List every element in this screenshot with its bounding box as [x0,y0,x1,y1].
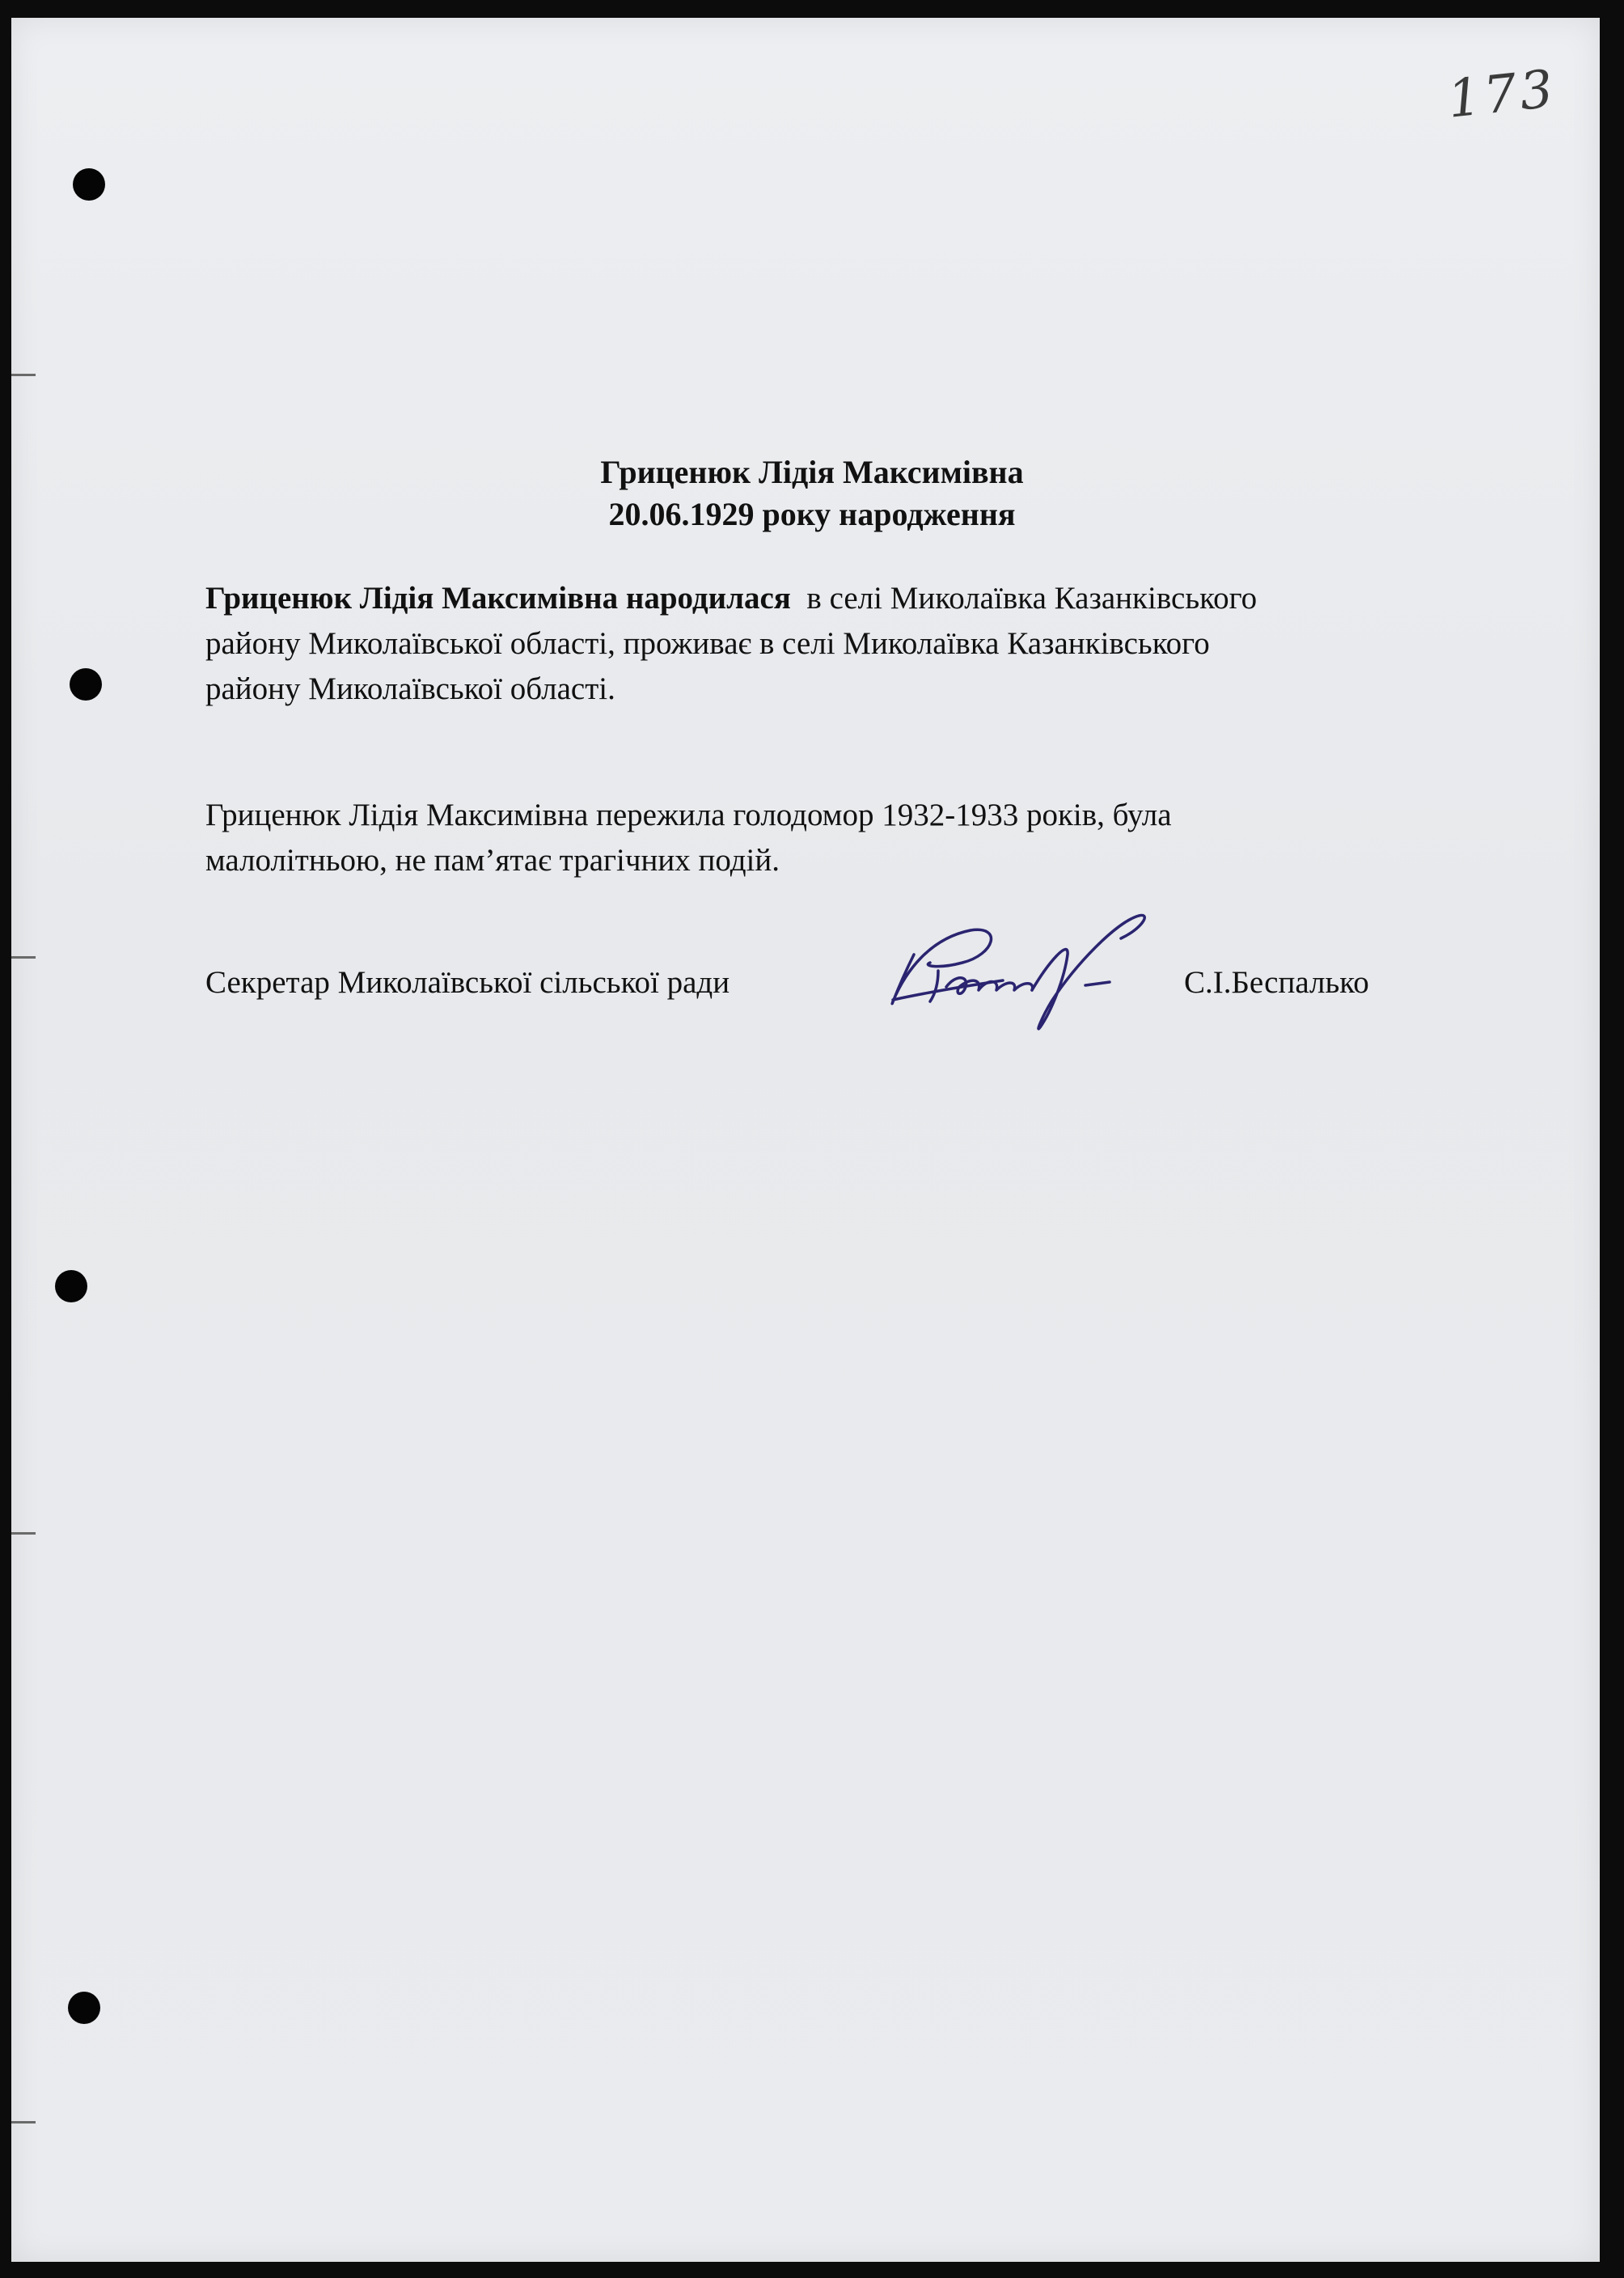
document-sheet [11,18,1600,2262]
signer-title: Секретар Миколаївської сільської ради [205,965,730,1000]
person-name-heading: Гриценюк Лідія Максимівна [600,454,1024,490]
margin-tick [11,374,36,376]
paragraph-line: Гриценюк Лідія Максимівна пережила голодомор 1932-1933 років, була [205,798,1172,832]
margin-tick [11,2121,36,2123]
handwritten-page-number: 173 [1444,59,1559,130]
margin-tick [11,1532,36,1535]
handwritten-signature [882,906,1173,1035]
signer-name: С.І.Беспалько [1184,965,1369,1000]
paragraph-birth-residence [205,576,1532,712]
punch-hole [70,668,102,701]
punch-hole [73,168,105,201]
paragraph-line: району Миколаївської області. [205,671,615,706]
punch-hole [55,1270,87,1302]
birth-date-heading: 20.06.1929 року народження [608,496,1016,532]
bold-name-text: Гриценюк Лідія Максимівна народилася [205,581,791,616]
paragraph-text: в селі Миколаївка Казанківського [806,581,1258,616]
paragraph-line [205,576,1532,621]
margin-tick [11,956,36,959]
paragraph-holodomor [205,793,1532,883]
paragraph-line: малолітньою, не пам’ятає трагічних подій. [205,843,780,878]
paragraph-line: району Миколаївської області, проживає в селі Миколаївка Казанківського [205,626,1210,661]
punch-hole [68,1992,100,2024]
